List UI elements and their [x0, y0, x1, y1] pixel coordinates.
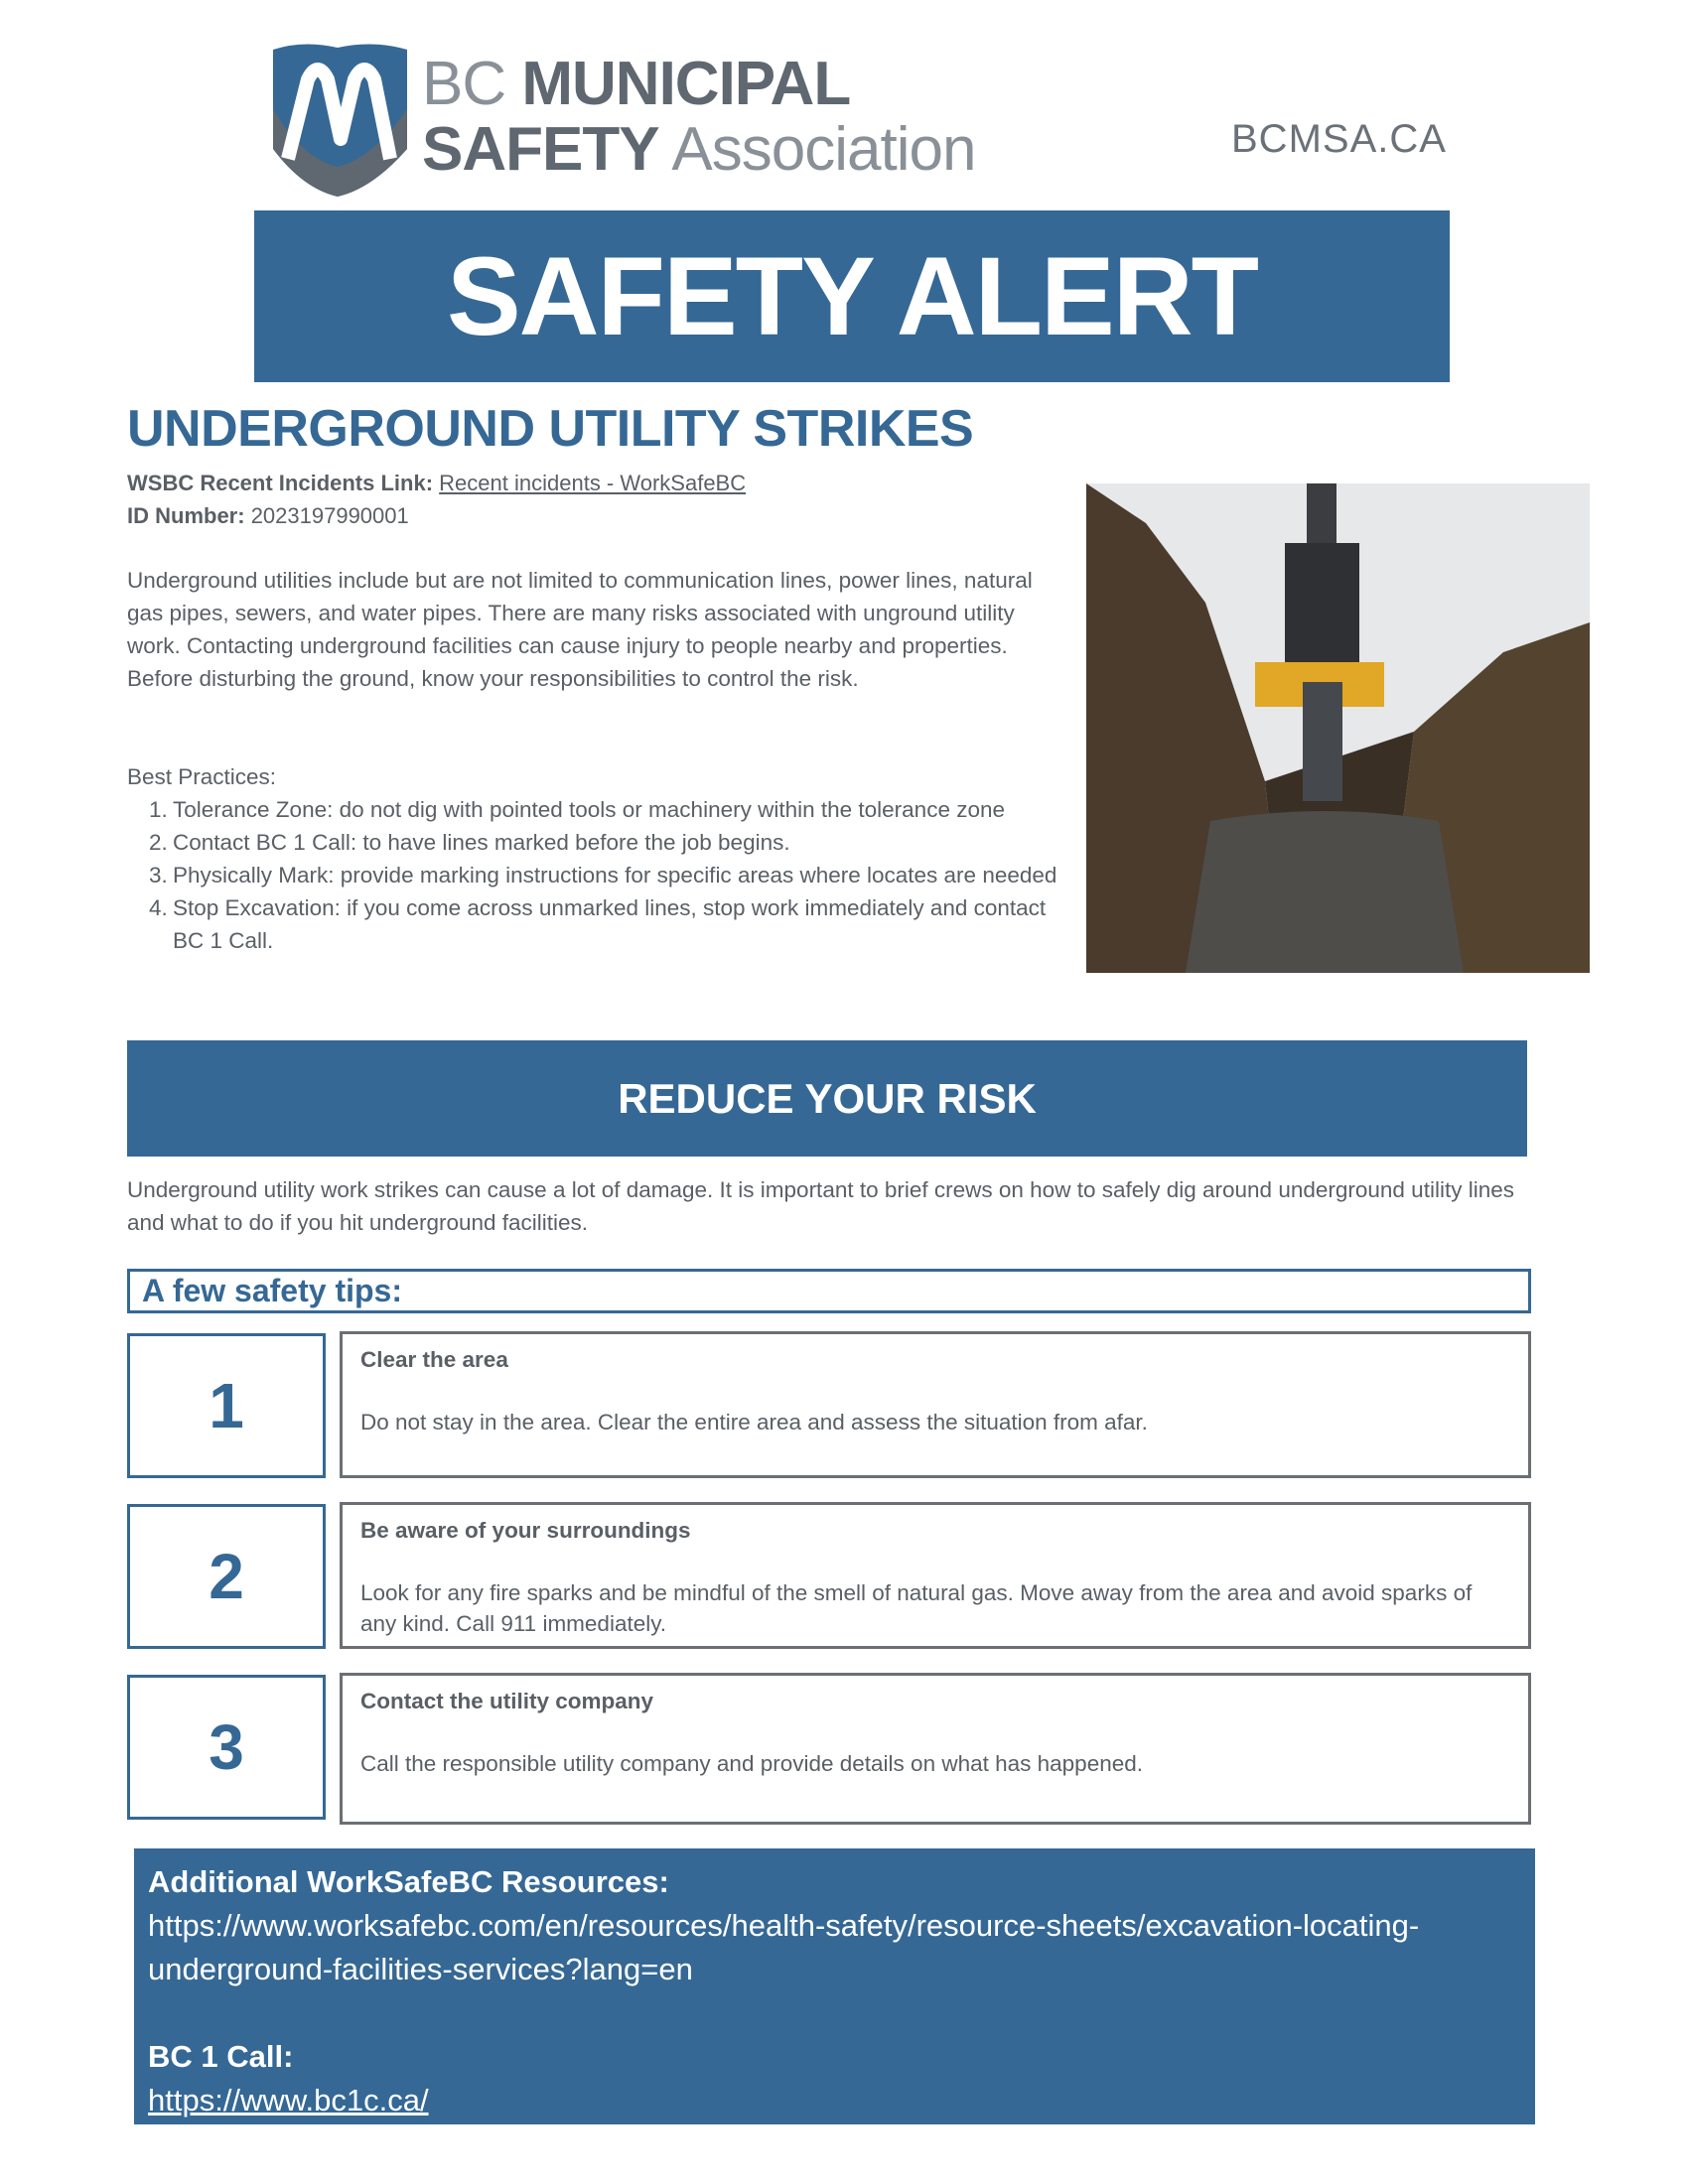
tip-card: [340, 1331, 1531, 1478]
tip-card: [340, 1502, 1531, 1649]
tip-title: Clear the area: [360, 1347, 508, 1372]
incident-meta: [127, 467, 746, 532]
bc1-call-link[interactable]: https://www.bc1c.ca/: [148, 2083, 429, 2117]
tip-number: 3: [127, 1675, 326, 1820]
reduce-risk-text: Underground utility work strikes can cause a lot of damage. It is important to brief crews on how to safely dig around underground utility lines and what to do if you hit underground facilities.: [127, 1177, 1514, 1235]
tip-text: Call the responsible utility company and provide details on what has happened.: [360, 1751, 1143, 1776]
id-label: ID Number:: [127, 503, 245, 528]
tip-text: Do not stay in the area. Clear the entire area and assess the situation from afar.: [360, 1410, 1148, 1434]
bcmsa-logo-icon: [263, 40, 412, 197]
page-title: UNDERGROUND UTILITY STRIKES: [127, 400, 974, 458]
list-item: 3. Physically Mark: provide marking instructions for specific areas where locates are needed: [149, 863, 1057, 887]
tip-card: [340, 1673, 1531, 1825]
tip-number: 2: [127, 1504, 326, 1649]
tip-title: Be aware of your surroundings: [360, 1518, 691, 1543]
list-item: 1. Tolerance Zone: do not dig with pointed tools or machinery within the tolerance zone: [149, 797, 1005, 822]
id-value: 2023197990001: [250, 503, 409, 528]
best-practices-heading: Best Practices:: [127, 764, 277, 789]
tip-number: 1: [127, 1333, 326, 1478]
reduce-risk-banner: REDUCE YOUR RISK: [127, 1040, 1527, 1157]
list-item: 2. Contact BC 1 Call: to have lines marked before the job begins.: [149, 830, 790, 855]
resources-box: [134, 1848, 1535, 2124]
excavator-trench-photo: [1086, 483, 1590, 973]
safety-tips-heading: A few safety tips:: [127, 1269, 1531, 1313]
tip-title: Contact the utility company: [360, 1689, 654, 1713]
website-label[interactable]: BCMSA.CA: [1231, 117, 1447, 161]
logo-wordmark: BC MUNICIPAL SAFETY Association: [422, 50, 976, 184]
safety-alert-banner: SAFETY ALERT: [254, 210, 1450, 382]
resources-heading: Additional WorkSafeBC Resources:: [148, 1864, 669, 1899]
tip-text: Look for any fire sparks and be mindful of the smell of natural gas. Move away from the area and avoid sparks of any kind. Call 911 immediately.: [360, 1580, 1473, 1636]
bc1-call-heading: BC 1 Call:: [148, 2039, 294, 2074]
recent-incidents-link[interactable]: Recent incidents - WorkSafeBC: [439, 471, 747, 495]
link-label: WSBC Recent Incidents Link:: [127, 471, 434, 495]
list-item: 4. Stop Excavation: if you come across unmarked lines, stop work immediately and contact BC 1 Call.: [149, 895, 1047, 953]
best-practices: [127, 760, 1060, 957]
intro-paragraph: Underground utilities include but are not limited to communication lines, power lines, natural gas pipes, sewers, and water pipes. There are many risks associated with unground utility work. Contacting underground facilities can cause injury to people nearby and properties. Before disturbing the ground, know your responsibilities to control the risk.: [127, 568, 1033, 691]
worksafebc-resource-link[interactable]: https://www.worksafebc.com/en/resources/health-safety/resource-sheets/excavation-locating-underground-facilities-services?lang=en: [148, 1908, 1420, 1986]
